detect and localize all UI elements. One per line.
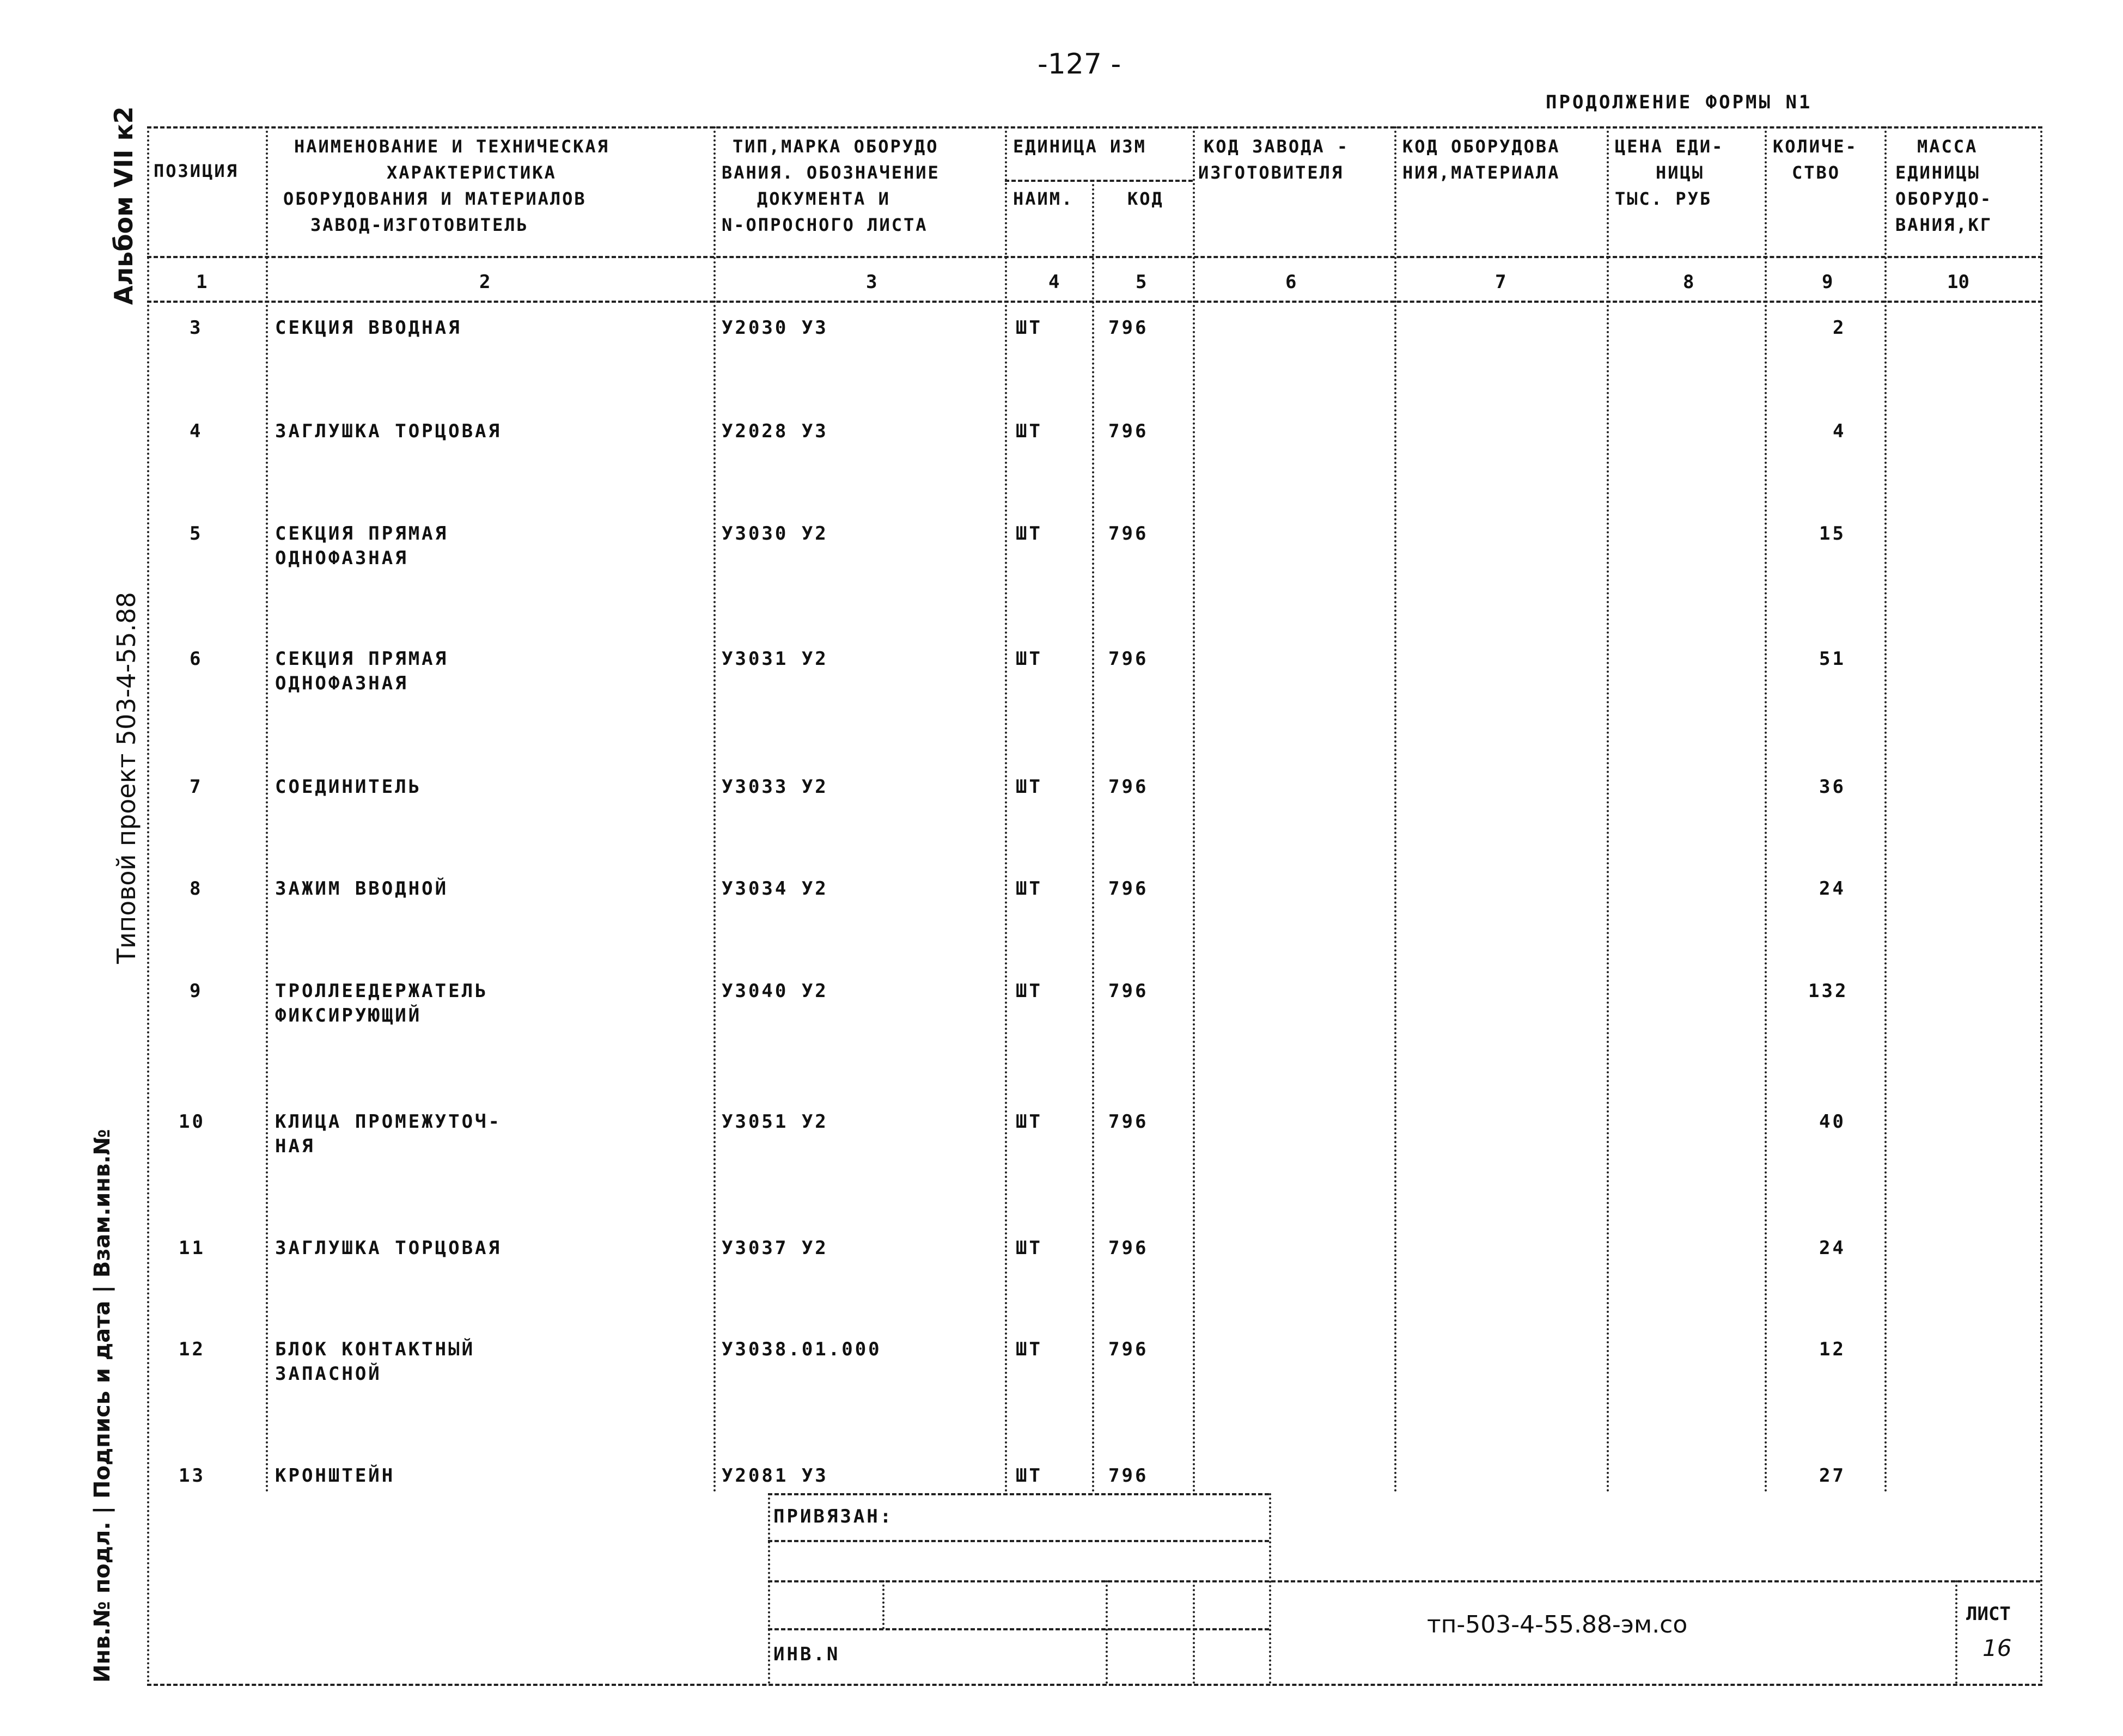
- row-quantity: 51: [1819, 648, 1846, 670]
- row-unit: ШТ: [1016, 317, 1042, 339]
- row-name-line-1: ЗАЖИМ ВВОДНОЙ: [275, 878, 449, 900]
- row-quantity: 2: [1833, 317, 1846, 339]
- row-unit: ШТ: [1016, 980, 1042, 1002]
- column-number-1: 1: [196, 271, 208, 293]
- row-unit: ШТ: [1016, 523, 1042, 545]
- row-type: У3040 У2: [722, 980, 828, 1002]
- row-quantity: 36: [1819, 776, 1846, 798]
- row-name-line-2: ФИКСИРУЮЩИЙ: [275, 1005, 422, 1026]
- stamp-labels: Инв.№ подл. | Подпись и дата | Взам.инв.№: [90, 1129, 115, 1683]
- row-type: У2030 У3: [722, 317, 828, 339]
- row-name-line-1: СЕКЦИЯ ПРЯМАЯ: [275, 648, 449, 670]
- document-code: тп-503-4-55.88-эм.со: [1427, 1611, 1688, 1639]
- attached-label: ПРИВЯЗАН:: [773, 1506, 894, 1527]
- row-name-line-1: ЗАГЛУШКА ТОРЦОВАЯ: [275, 420, 502, 442]
- header-name-line-2: ХАРАКТЕРИСТИКА: [387, 162, 557, 183]
- header-type-line-3: ДОКУМЕНТА И: [757, 188, 890, 209]
- header-name-line-3: ОБОРУДОВАНИЯ И МАТЕРИАЛОВ: [283, 188, 587, 209]
- stamp-divider-b: [1106, 1580, 1108, 1684]
- row-type: У2028 У3: [722, 420, 828, 442]
- row-name-line-2: ЗАПАСНОЙ: [275, 1363, 382, 1385]
- row-name-line-1: ЗАГЛУШКА ТОРЦОВАЯ: [275, 1237, 502, 1259]
- unit-subheader-line: [1005, 180, 1193, 182]
- stamp-divider-d: [1269, 1493, 1271, 1684]
- column-number-5: 5: [1136, 271, 1147, 293]
- table-bottom-border: [147, 1684, 2042, 1686]
- header-qty-1: КОЛИЧЕ-: [1773, 136, 1858, 157]
- row-unit-code: 796: [1108, 980, 1149, 1002]
- col-divider-2: [713, 126, 716, 1493]
- header-type-line-2: ВАНИЯ. ОБОЗНАЧЕНИЕ: [722, 162, 940, 183]
- column-number-4: 4: [1048, 271, 1060, 293]
- row-unit-code: 796: [1108, 776, 1149, 798]
- row-quantity: 24: [1819, 1237, 1846, 1259]
- left-border: [147, 126, 149, 1684]
- row-position: 4: [190, 420, 203, 442]
- row-position: 6: [190, 648, 203, 670]
- column-number-border: [147, 301, 2042, 303]
- col-divider-1: [266, 126, 268, 1493]
- row-type: У3034 У2: [722, 878, 828, 900]
- stamp-divider-c: [1193, 1580, 1195, 1684]
- header-type-line-1: ТИП,МАРКА ОБОРУДО: [733, 136, 939, 157]
- header-factory-code-1: КОД ЗАВОДА -: [1204, 136, 1350, 157]
- stamp-top-line: [768, 1493, 1269, 1495]
- row-name-line-1: КЛИЦА ПРОМЕЖУТОЧ-: [275, 1111, 502, 1133]
- column-number-9: 9: [1822, 271, 1833, 293]
- row-quantity: 27: [1819, 1465, 1846, 1487]
- row-quantity: 15: [1819, 523, 1846, 545]
- row-unit-code: 796: [1108, 420, 1149, 442]
- right-border: [2040, 126, 2042, 1684]
- row-unit: ШТ: [1016, 648, 1042, 670]
- row-unit: ШТ: [1016, 878, 1042, 900]
- header-mass-4: ВАНИЯ,КГ: [1895, 215, 1993, 235]
- header-mass-2: ЕДИНИЦЫ: [1895, 162, 1980, 183]
- header-mass-1: МАССА: [1917, 136, 1978, 157]
- row-name-line-1: КРОНШТЕЙН: [275, 1465, 395, 1487]
- row-name-line-1: СОЕДИНИТЕЛЬ: [275, 776, 422, 798]
- row-unit: ШТ: [1016, 1465, 1042, 1487]
- row-quantity: 12: [1819, 1338, 1846, 1360]
- row-name-line-2: ОДНОФАЗНАЯ: [275, 673, 408, 694]
- row-position: 5: [190, 523, 203, 545]
- row-unit: ШТ: [1016, 1338, 1042, 1360]
- inventory-label: ИНВ.N: [773, 1643, 840, 1665]
- header-qty-2: СТВО: [1792, 162, 1841, 183]
- row-type: У3033 У2: [722, 776, 828, 798]
- table-top-border: [147, 126, 2042, 129]
- row-name-line-1: СЕКЦИЯ ПРЯМАЯ: [275, 523, 449, 545]
- header-position: ПОЗИЦИЯ: [154, 161, 239, 181]
- row-unit-code: 796: [1108, 1111, 1149, 1133]
- header-price-1: ЦЕНА ЕДИ-: [1615, 136, 1724, 157]
- header-price-3: ТЫС. РУБ: [1615, 188, 1712, 209]
- row-type: У3051 У2: [722, 1111, 828, 1133]
- row-unit: ШТ: [1016, 776, 1042, 798]
- row-quantity: 40: [1819, 1111, 1846, 1133]
- stamp-divider-a: [882, 1580, 884, 1629]
- sheet-number: 16: [1982, 1635, 2012, 1661]
- row-unit-code: 796: [1108, 317, 1149, 339]
- project-label: Типовой проект 503-4-55.88: [112, 592, 141, 964]
- row-type: У2081 У3: [722, 1465, 828, 1487]
- stamp-line-3: [768, 1580, 2040, 1582]
- row-type: У3030 У2: [722, 523, 828, 545]
- column-number-2: 2: [479, 271, 491, 293]
- continuation-title: ПРОДОЛЖЕНИЕ ФОРМЫ N1: [1546, 91, 1813, 113]
- sheet-label: ЛИСТ: [1966, 1603, 2011, 1625]
- row-quantity: 132: [1808, 980, 1849, 1002]
- col-divider-5: [1193, 126, 1195, 1493]
- row-name-line-1: ТРОЛЛЕЕДЕРЖАТЕЛЬ: [275, 980, 489, 1002]
- row-quantity: 24: [1819, 878, 1846, 900]
- col-divider-8: [1765, 126, 1767, 1493]
- row-position: 9: [190, 980, 203, 1002]
- col-divider-9: [1884, 126, 1887, 1493]
- album-label: Альбом VII к2: [109, 106, 138, 305]
- header-mass-3: ОБОРУДО-: [1895, 188, 1993, 209]
- row-unit: ШТ: [1016, 1237, 1042, 1259]
- col-divider-7: [1607, 126, 1609, 1493]
- row-type: У3038.01.000: [722, 1338, 882, 1360]
- header-price-2: НИЦЫ: [1656, 162, 1705, 183]
- header-unit-group: ЕДИНИЦА ИЗМ: [1013, 136, 1146, 157]
- row-position: 13: [179, 1465, 205, 1487]
- row-unit-code: 796: [1108, 1338, 1149, 1360]
- stamp-left-border: [768, 1493, 770, 1684]
- column-number-8: 8: [1683, 271, 1694, 293]
- row-position: 11: [179, 1237, 205, 1259]
- row-unit: ШТ: [1016, 420, 1042, 442]
- col-divider-3: [1005, 126, 1007, 1493]
- column-number-3: 3: [866, 271, 877, 293]
- row-unit-code: 796: [1108, 1237, 1149, 1259]
- page-number: -127 -: [1038, 48, 1121, 81]
- row-unit-code: 796: [1108, 878, 1149, 900]
- row-name-line-2: НАЯ: [275, 1135, 315, 1157]
- header-equipment-code-1: КОД ОБОРУДОВА: [1402, 136, 1560, 157]
- row-unit: ШТ: [1016, 1111, 1042, 1133]
- row-position: 7: [190, 776, 203, 798]
- row-unit-code: 796: [1108, 523, 1149, 545]
- row-position: 8: [190, 878, 203, 900]
- header-bottom-border: [147, 256, 2042, 258]
- row-position: 10: [179, 1111, 205, 1133]
- header-factory-code-2: ИЗГОТОВИТЕЛЯ: [1198, 162, 1344, 183]
- header-name-line-1: НАИМЕНОВАНИЕ И ТЕХНИЧЕСКАЯ: [294, 136, 609, 157]
- row-name-line-1: БЛОК КОНТАКТНЫЙ: [275, 1338, 475, 1360]
- row-unit-code: 796: [1108, 1465, 1149, 1487]
- row-unit-code: 796: [1108, 648, 1149, 670]
- stamp-sheet-divider: [1955, 1580, 1957, 1684]
- column-number-6: 6: [1285, 271, 1297, 293]
- column-number-10: 10: [1947, 271, 1969, 293]
- col-divider-6: [1394, 126, 1396, 1493]
- header-type-line-4: N-ОПРОСНОГО ЛИСТА: [722, 215, 928, 235]
- header-unit-code: КОД: [1127, 188, 1164, 209]
- row-name-line-2: ОДНОФАЗНАЯ: [275, 547, 408, 569]
- header-equipment-code-2: НИЯ,МАТЕРИАЛА: [1402, 162, 1560, 183]
- row-name-line-1: СЕКЦИЯ ВВОДНАЯ: [275, 317, 462, 339]
- row-position: 3: [190, 317, 203, 339]
- row-type: У3037 У2: [722, 1237, 828, 1259]
- header-name-line-4: ЗАВОД-ИЗГОТОВИТЕЛЬ: [310, 215, 529, 235]
- header-unit-name: НАИМ.: [1013, 188, 1074, 209]
- row-type: У3031 У2: [722, 648, 828, 670]
- column-number-7: 7: [1495, 271, 1506, 293]
- col-divider-4: [1092, 180, 1094, 1493]
- row-quantity: 4: [1833, 420, 1846, 442]
- stamp-line-2: [768, 1540, 1269, 1542]
- row-position: 12: [179, 1338, 205, 1360]
